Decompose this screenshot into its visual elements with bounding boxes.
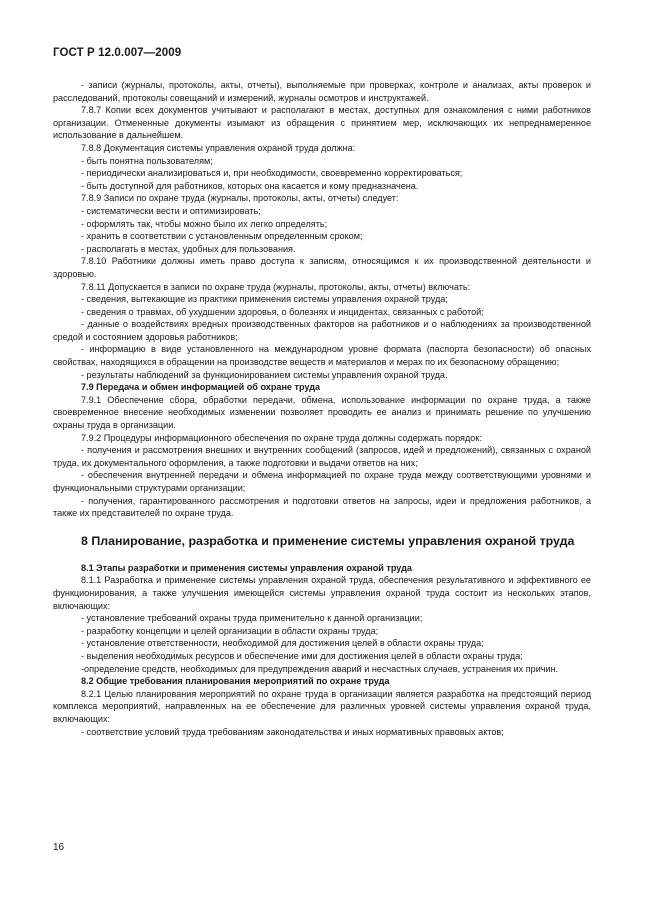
list-item: - сведения, вытекающие из практики применения системы управления охраной труда; — [81, 294, 448, 305]
paragraph: 7.9.1 Обеспечение сбора, обработки передачи, обмена, использование информации по охране труда, а также своевременное внесение необходимых изменении позволяет проводить ее анализ и принимать решение по улучшению охраны труда в организации. — [53, 394, 591, 431]
list-item: - установление ответственности, необходимой для достижения целей в области охраны труда; — [81, 638, 484, 649]
paragraph: 7.8.11 Допускается в записи по охране труда (журналы, протоколы, акты, отчеты) включать: — [81, 281, 471, 292]
document-body — [53, 79, 591, 738]
list-item: - обеспечения внутренней передачи и обмена информацией по охране труда между соответствующими уровнями и функциональными структурами организации; — [53, 470, 591, 493]
list-item: - систематически вести и оптимизировать; — [81, 205, 261, 216]
list-item: - сведения о травмах, об ухудшении здоровья, о болезнях и инцидентах, связанных с работой; — [81, 306, 484, 317]
list-item: - получения, гарантированного рассмотрения и подготовки ответов на запросы, идеи и предложения работников, а также их представителей по охране труда. — [53, 495, 591, 519]
paragraph: 7.8.8 Документация системы управления охраной труда должна: — [81, 142, 356, 153]
list-item: - получения и рассмотрения внешних и внутренних сообщений (запросов, идей и предложений), связанных с охраной труда, их документального оформления, а также подготовки и выдачи ответов на них; — [53, 445, 591, 468]
list-item: - выделения необходимых ресурсов и обеспечение ими для достижения целей в области охраны труда; — [81, 650, 523, 661]
section-heading: 8 Планирование, разработка и применение системы управления охраной труда — [81, 533, 575, 548]
subsection-heading: 8.2 Общие требования планирования мероприятий по охране труда — [81, 676, 390, 687]
list-item: - разработку концепции и целей организации в области охраны труда; — [81, 625, 379, 636]
list-item: - быть понятна пользователям; — [81, 155, 213, 166]
paragraph: 7.8.10 Работники должны иметь право доступа к записям, относящимся к их производственной деятельности и здоровью. — [53, 256, 591, 279]
paragraph: 8.1.1 Разработка и применение системы управления охраной труда, обеспечения результативного и эффективного ее функционирования, а также улучшения имеющейся системы управления охраной труда состоит из нескольких этапов, включающих: — [53, 575, 591, 611]
paragraph: - записи (журналы, протоколы, акты, отчеты), выполняемые при проверках, контроле и анализах, акты проверок и расследований, протоколы совещаний и измерений, журналы осмотров и инструктажей. — [53, 80, 591, 103]
list-item: - оформлять так, чтобы можно было их легко определять; — [81, 218, 328, 229]
paragraph-group-8 — [53, 562, 591, 738]
list-item: - данные о воздействиях вредных производственных факторов на работников и о наблюдениях за производственной средой и состоянием здоровья работников; — [53, 319, 591, 342]
paragraph: 7.9.2 Процедуры информационного обеспечения по охране труда должны содержать порядок: — [81, 432, 482, 443]
list-item: - установление требований охраны труда применительно к данной организации; — [81, 613, 423, 624]
list-item: - быть доступной для работников, которых она касается и кому предназначена. — [81, 180, 419, 191]
page-number: 16 — [53, 842, 65, 853]
list-item: - информацию в виде установленного на международном уровне формата (паспорта безопасности) об опасных свойствах, находящихся в обращении на производстве веществ и материалов и мерах по их безопасному обращению; — [53, 344, 591, 368]
list-item: - соответствие условий труда требованиям законодательства и иных нормативных правовых актов; — [81, 726, 504, 737]
paragraph: 7.8.7 Копии всех документов учитывают и располагают в местах, доступных для ознакомления с ними работников организации. Отмененные документы изымают из обращения с принятием мер, исключающих их непреднамеренное использование в дальнейшем. — [53, 105, 591, 141]
list-item: - хранить в соответствии с установленным определенным сроком; — [81, 231, 363, 242]
document-header-title: ГОСТ Р 12.0.007—2009 — [53, 47, 182, 59]
paragraph: 7.8.9 Записи по охране труда (журналы, протоколы, акты, отчеты) следует: — [81, 193, 399, 204]
list-item: -определение средств, необходимых для предупреждения аварий и несчастных случаев, устранения их причин. — [81, 663, 559, 674]
paragraph-group-7-8 — [53, 79, 591, 520]
list-item: - периодически анализироваться и, при необходимости, своевременно корректироваться; — [81, 168, 463, 179]
subsection-heading: 7.9 Передача и обмен информацией об охране труда — [81, 382, 321, 393]
subsection-heading: 8.1 Этапы разработки и применения системы управления охраной труда — [81, 562, 412, 573]
list-item: - располагать в местах, удобных для пользования. — [81, 243, 296, 254]
paragraph: 8.2.1 Целью планирования мероприятий по охране труда в организации является разработка на предстоящий период комплекса мероприятий, направленных на ее обеспечение для различных уровней системы управления охраной труда, включающих: — [53, 688, 591, 724]
list-item: - результаты наблюдений за функционированием системы управления охраной труда. — [81, 369, 448, 380]
